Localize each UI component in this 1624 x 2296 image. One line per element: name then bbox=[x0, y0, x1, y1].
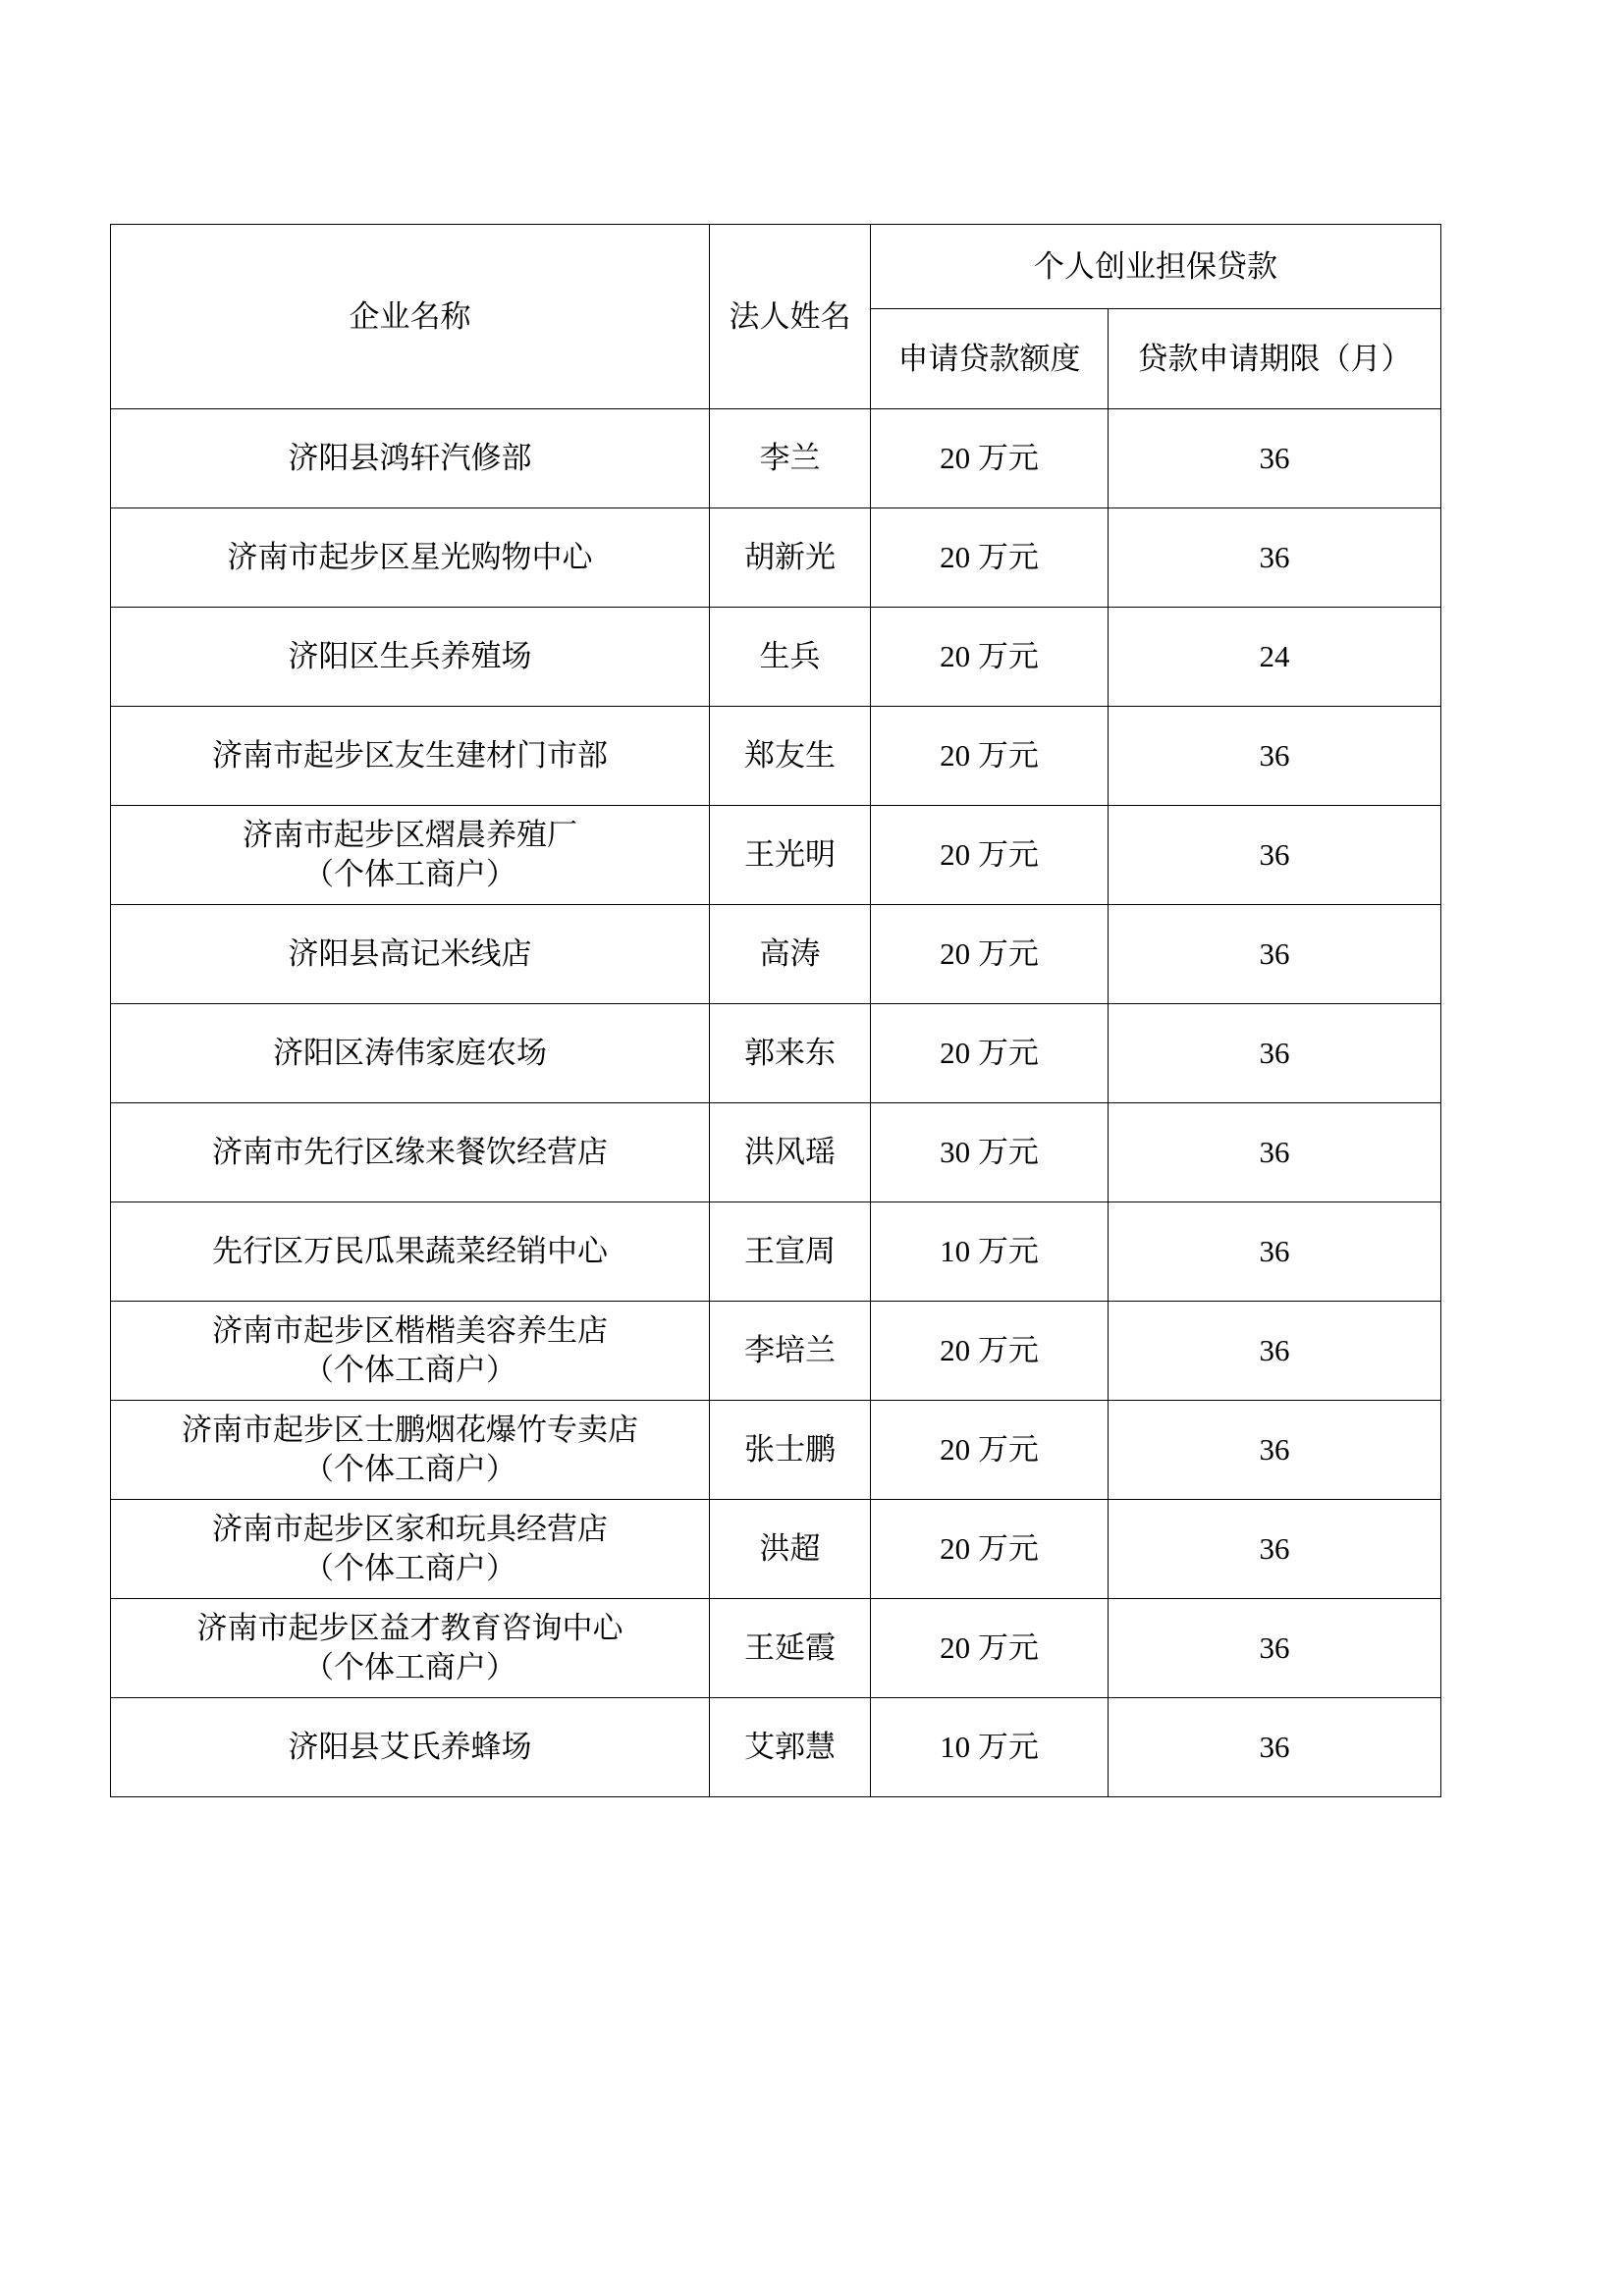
legal-person-cell: 郭来东 bbox=[710, 1004, 871, 1103]
company-name-cell bbox=[111, 1500, 710, 1599]
table-row bbox=[111, 1599, 1441, 1698]
loan-amount-cell: 20 万元 bbox=[871, 1500, 1109, 1599]
company-name-cell bbox=[111, 1004, 710, 1103]
company-name: 济南市起步区熠晨养殖厂 bbox=[243, 818, 577, 853]
header-loan-term: 贷款申请期限（月） bbox=[1109, 309, 1441, 409]
legal-person-cell: 艾郭慧 bbox=[710, 1698, 871, 1797]
loan-amount-cell: 20 万元 bbox=[871, 608, 1109, 707]
table-row bbox=[111, 1401, 1441, 1500]
table-row bbox=[111, 508, 1441, 608]
company-type-note: （个体工商户） bbox=[303, 857, 516, 892]
loan-amount-cell: 20 万元 bbox=[871, 1401, 1109, 1500]
company-name-cell bbox=[111, 1302, 710, 1401]
company-name: 济南市起步区星光购物中心 bbox=[227, 540, 593, 575]
company-name-cell bbox=[111, 508, 710, 608]
table-row bbox=[111, 905, 1441, 1004]
table-row bbox=[111, 1698, 1441, 1797]
company-name-cell bbox=[111, 1103, 710, 1202]
legal-person-cell: 李培兰 bbox=[710, 1302, 871, 1401]
loan-table bbox=[110, 224, 1441, 1797]
loan-term-cell: 36 bbox=[1109, 905, 1441, 1004]
loan-amount-cell: 10 万元 bbox=[871, 1698, 1109, 1797]
legal-person-cell: 胡新光 bbox=[710, 508, 871, 608]
company-type-note: （个体工商户） bbox=[303, 1551, 516, 1586]
legal-person-cell: 张士鹏 bbox=[710, 1401, 871, 1500]
header-company-name: 企业名称 bbox=[111, 225, 710, 409]
loan-term-cell: 36 bbox=[1109, 1004, 1441, 1103]
company-name: 济阳区涛伟家庭农场 bbox=[273, 1036, 547, 1071]
legal-person-cell: 王延霞 bbox=[710, 1599, 871, 1698]
loan-amount-cell: 20 万元 bbox=[871, 409, 1109, 508]
company-name: 济南市起步区益才教育咨询中心 bbox=[196, 1611, 623, 1646]
table-row bbox=[111, 1500, 1441, 1599]
loan-term-cell: 36 bbox=[1109, 409, 1441, 508]
loan-term-cell: 36 bbox=[1109, 806, 1441, 905]
company-name: 济南市起步区楷楷美容养生店 bbox=[212, 1313, 608, 1349]
loan-amount-cell: 20 万元 bbox=[871, 1302, 1109, 1401]
header-loan-amount: 申请贷款额度 bbox=[871, 309, 1109, 409]
loan-amount-cell: 20 万元 bbox=[871, 905, 1109, 1004]
company-name: 济阳县鸿轩汽修部 bbox=[288, 441, 532, 476]
loan-term-cell: 36 bbox=[1109, 1302, 1441, 1401]
loan-amount-cell: 20 万元 bbox=[871, 806, 1109, 905]
legal-person-cell: 郑友生 bbox=[710, 707, 871, 806]
table-row bbox=[111, 1103, 1441, 1202]
table-row bbox=[111, 806, 1441, 905]
legal-person-cell: 洪超 bbox=[710, 1500, 871, 1599]
loan-term-cell: 36 bbox=[1109, 1698, 1441, 1797]
loan-term-cell: 36 bbox=[1109, 1401, 1441, 1500]
company-name-cell bbox=[111, 1202, 710, 1302]
company-type-note: （个体工商户） bbox=[303, 1353, 516, 1388]
loan-term-cell: 36 bbox=[1109, 707, 1441, 806]
loan-term-cell: 36 bbox=[1109, 1103, 1441, 1202]
table-row bbox=[111, 1004, 1441, 1103]
company-name: 济阳县高记米线店 bbox=[288, 936, 532, 972]
company-name: 济南市起步区家和玩具经营店 bbox=[212, 1512, 608, 1547]
company-name-cell bbox=[111, 409, 710, 508]
legal-person-cell: 王宣周 bbox=[710, 1202, 871, 1302]
header-group-title: 个人创业担保贷款 bbox=[871, 225, 1441, 309]
table-row bbox=[111, 608, 1441, 707]
table-row bbox=[111, 707, 1441, 806]
loan-amount-cell: 20 万元 bbox=[871, 508, 1109, 608]
loan-term-cell: 24 bbox=[1109, 608, 1441, 707]
company-name-cell bbox=[111, 806, 710, 905]
loan-amount-cell: 10 万元 bbox=[871, 1202, 1109, 1302]
loan-amount-cell: 20 万元 bbox=[871, 1004, 1109, 1103]
company-name-cell bbox=[111, 707, 710, 806]
loan-amount-cell: 20 万元 bbox=[871, 707, 1109, 806]
legal-person-cell: 王光明 bbox=[710, 806, 871, 905]
legal-person-cell: 高涛 bbox=[710, 905, 871, 1004]
table-row bbox=[111, 1202, 1441, 1302]
company-name: 济阳区生兵养殖场 bbox=[288, 639, 532, 674]
table-header bbox=[111, 225, 1441, 409]
loan-term-cell: 36 bbox=[1109, 508, 1441, 608]
loan-term-cell: 36 bbox=[1109, 1599, 1441, 1698]
table-body bbox=[111, 409, 1441, 1797]
loan-amount-cell: 20 万元 bbox=[871, 1599, 1109, 1698]
legal-person-cell: 生兵 bbox=[710, 608, 871, 707]
company-name-cell bbox=[111, 1698, 710, 1797]
company-name-cell bbox=[111, 905, 710, 1004]
table-row bbox=[111, 409, 1441, 508]
company-name: 济南市先行区缘来餐饮经营店 bbox=[212, 1135, 608, 1170]
company-name: 济南市起步区士鹏烟花爆竹专卖店 bbox=[182, 1413, 638, 1448]
header-legal-person: 法人姓名 bbox=[710, 225, 871, 409]
company-name: 先行区万民瓜果蔬菜经销中心 bbox=[212, 1234, 608, 1269]
company-name: 济阳县艾氏养蜂场 bbox=[288, 1730, 532, 1765]
company-name: 济南市起步区友生建材门市部 bbox=[212, 738, 608, 774]
company-type-note: （个体工商户） bbox=[303, 1452, 516, 1487]
company-name-cell bbox=[111, 1401, 710, 1500]
company-name-cell bbox=[111, 608, 710, 707]
loan-amount-cell: 30 万元 bbox=[871, 1103, 1109, 1202]
legal-person-cell: 李兰 bbox=[710, 409, 871, 508]
loan-term-cell: 36 bbox=[1109, 1202, 1441, 1302]
company-name-cell bbox=[111, 1599, 710, 1698]
loan-term-cell: 36 bbox=[1109, 1500, 1441, 1599]
legal-person-cell: 洪风瑶 bbox=[710, 1103, 871, 1202]
company-type-note: （个体工商户） bbox=[303, 1650, 516, 1685]
table-row bbox=[111, 1302, 1441, 1401]
